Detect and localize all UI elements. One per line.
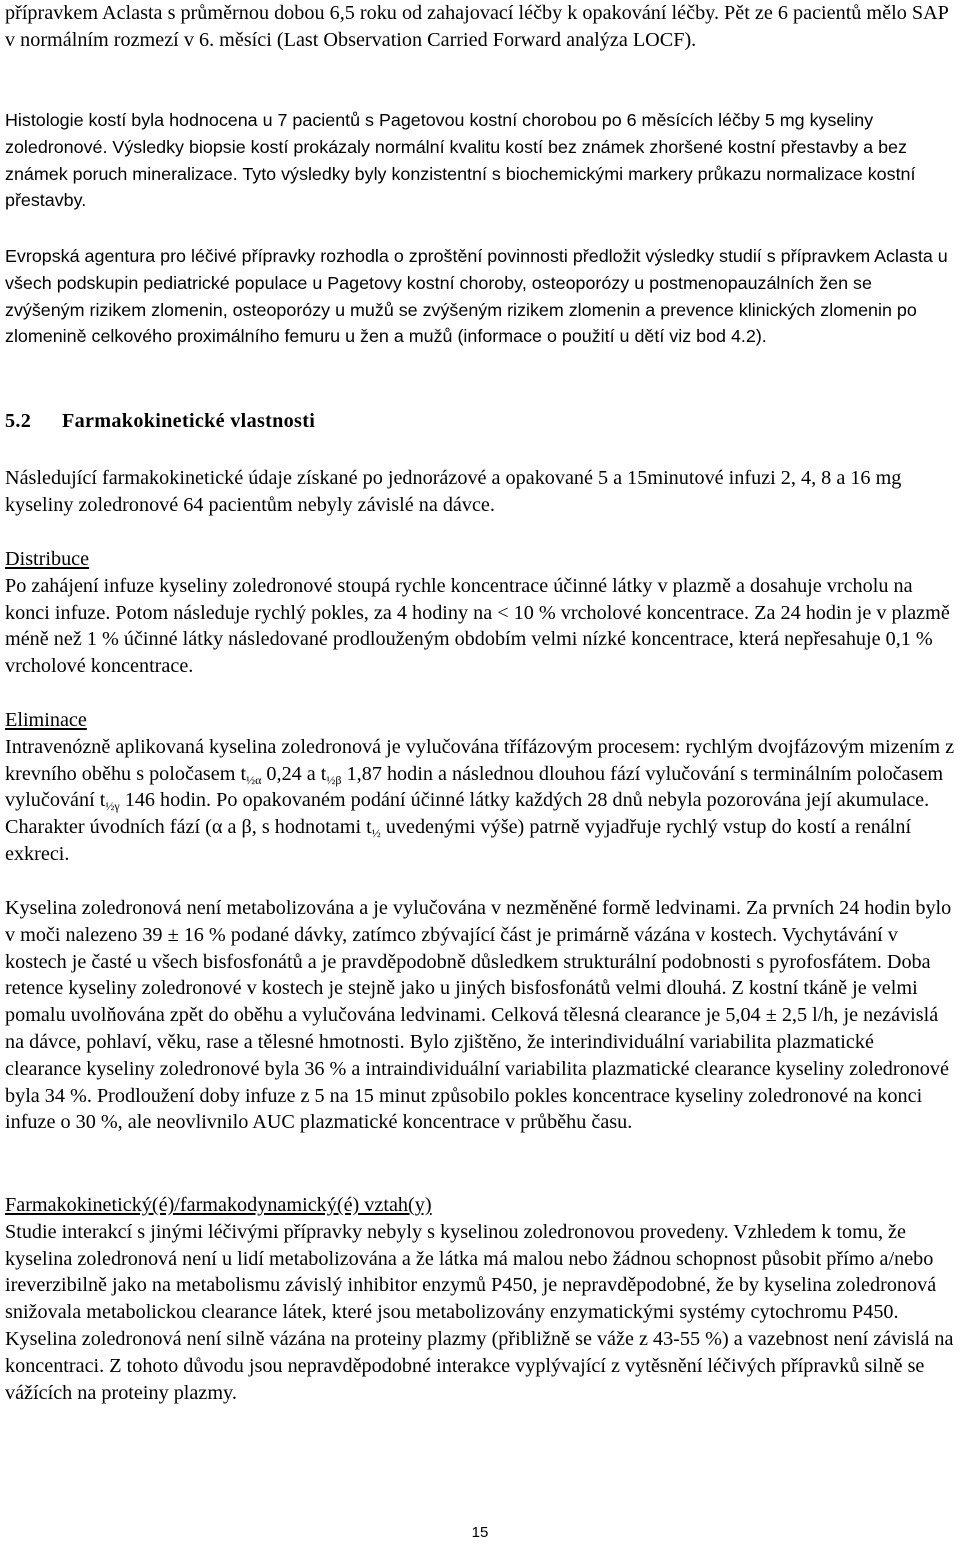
eliminace-text-3: 1,87 hodin a následnou dlouhou fází vylučování s terminálním poločasem vylučování t [5, 762, 944, 812]
paragraph-histologie: Histologie kostí byla hodnocena u 7 pacientů s Pagetovou kostní chorobou po 6 měsících léčby 5 mg kyseliny zoledronové. Výsledky biopsie kostí prokázaly normální kvalitu kostí bez známek zhoršené kostní přestavby a bez známek poruch mineralizace. Tyto výsledky byly konzistentní s biochemickými markery průkazu normalizace kostní přestavby. [5, 110, 916, 211]
section-heading [5, 410, 315, 433]
page-number: 15 [471, 1524, 489, 1541]
farmako-vztah-text: Studie interakcí s jinými léčivými přípravky nebyly s kyselinou zoledronovou provedeny. Vzhledem k tomu, že kyselina zoledronová není u lidí metabolizována a že látka má malou nebo žádnou schopnost působit přímo a/nebo ireverzibilně jako na metabolismu závislý inhibitor enzymů P450, je nepravděpodobné, že by kyselina zoledronová snižovala metabolickou clearance látek, které jsou metabolizovány enzymatickými systémy cytochromu P450. Kyselina zoledronová není silně vázána na proteiny plazmy (přibližně se váže z 43-55 %) a vazebnost není závislá na koncentraci. Z tohoto důvodu jsou nepravděpodobné interakce vyplývající z vytěsnění léčivých přípravků silně se vážících na proteiny plazmy. [5, 1220, 954, 1404]
farmako-vztah-title: Farmakokinetický(é)/farmakodynamický(é) vztah(y) [5, 1194, 432, 1216]
half-life-subscript: ½ [371, 826, 381, 841]
eliminace-text-2: 0,24 a t [261, 762, 327, 785]
eliminace-text-5: uvedenými výše) patrně vyjadřuje rychlý vstup do kostí a renální exkreci. [5, 816, 912, 865]
paragraph-farmakokineticke-udaje: Následující farmakokinetické údaje získané po jednorázové a opakované 5 a 15minutové infuzi 2, 4, 8 a 16 mg kyseliny zoledronové 64 pacientům nebyly závislé na dávce. [5, 467, 902, 516]
half-life-alpha-subscript: ½α [246, 772, 262, 787]
distribuce-text: Po zahájení infuze kyseliny zoledronové stoupá rychle koncentrace účinné látky v plazmě a dosahuje vrcholu na konci infuze. Potom následuje rychlý pokles, za 4 hodiny na < 10 % vrcholové koncentrace. Za 24 hodin je v plazmě méně než 1 % účinné látky následované prodlouženým obdobím velmi nízké koncentrace, která nepřesahuje 0,1 % vrcholové koncentrace. [5, 574, 950, 678]
eliminace-text [5, 736, 954, 865]
farmako-vztah-section [5, 1192, 955, 1406]
distribuce-section [5, 546, 955, 680]
eliminace-title: Eliminace [5, 709, 87, 731]
paragraph-aclasta-sap: přípravkem Aclasta s průměrnou dobou 6,5 roku od zahajovací léčby k opakování léčby. Pět ze 6 pacientů mělo SAP v normálním rozmezí v 6. měsíci (Last Observation Carried Forward analýza LOCF). [5, 2, 949, 51]
eliminace-text-1: Intravenózně aplikovaná kyselina zoledronová je vylučována třífázovým procesem: rychlým dvojfázovým mizením z krevního oběhu s poločasem t [5, 735, 955, 785]
eliminace-text-4: 146 hodin. Po opakovaném podání účinné látky každých 28 dnů nebyla pozorována její akumulace. Charakter úvodních fází (α a β, s hodnotami t [5, 789, 930, 839]
half-life-beta-subscript: ½β [326, 772, 342, 787]
eliminace-section [5, 707, 955, 868]
half-life-gamma-subscript: ½γ [105, 799, 120, 814]
section-title: Farmakokinetické vlastnosti [62, 410, 316, 432]
paragraph-evropska-agentura: Evropská agentura pro léčivé přípravky rozhodla o zproštění povinnosti předložit výsledky studií s přípravkem Aclasta u všech podskupin pediatrické populace u Pagetovy kostní choroby, osteoporózy u postmenopauzálních žen se zvýšeným rizikem zlomenin, osteoporózy u mužů se zvýšeným rizikem zlomenin a prevence klinických zlomenin po zlomenině celkového proximálního femuru u žen a mužů (informace o použití u dětí viz bod 4.2). [5, 246, 948, 347]
distribuce-title: Distribuce [5, 548, 90, 570]
paragraph-metabolizace: Kyselina zoledronová není metabolizována a je vylučována v nezměněné formě ledvinami. Za prvních 24 hodin bylo v moči nalezeno 39 ± 16 % podané dávky, zatímco zbývající část je primárně vázána v kostech. Vychytávání v kostech je časté u všech bisfosfonátů a je pravděpodobně důsledkem strukturální podobnosti s pyrofosfátem. Doba retence kyseliny zoledronové v kostech je stejně jako u jiných bisfosfonátů velmi dlouhá. Z kostní tkáně je velmi pomalu uvolňována zpět do oběhu a vylučována ledvinami. Celková tělesná clearance je 5,04 ± 2,5 l/h, je nezávislá na dávce, pohlaví, věku, rase a tělesné hmotnosti. Bylo zjištěno, že interindividuální variabilita plazmatické clearance kyseliny zoledronové byla 36 % a intraindividuální variabilita plazmatické clearance kyseliny zoledronové byla 34 %. Prodloužení doby infuze z 5 na 15 minut způsobilo pokles koncentrace kyseliny zoledronové na konci infuze o 30 %, ale neovlivnilo AUC plazmatické koncentrace v průběhu času. [5, 897, 952, 1134]
section-number: 5.2 [5, 410, 32, 432]
